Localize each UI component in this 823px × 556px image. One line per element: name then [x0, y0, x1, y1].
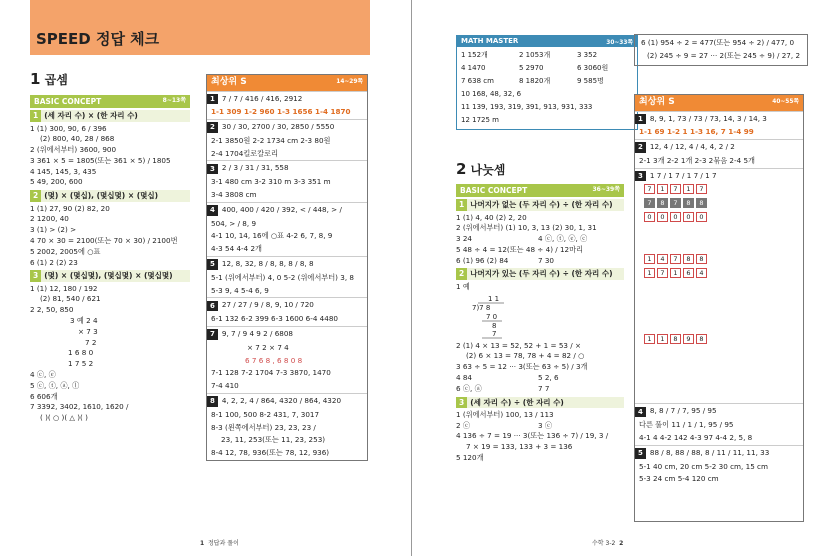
answer-line: 4 136 ÷ 7 = 19 ··· 3(또는 136 ÷ 7) / 19, 3 / [456, 431, 609, 441]
speed-block: 4 8, 8 / 7 / 7, 95 / 95 [635, 403, 803, 419]
division-box-row: 1 1 8 9 8 [643, 333, 708, 345]
concept-sub2: 2 나머지가 있는 (두 자리 수) ÷ (한 자리 수) [456, 268, 624, 279]
answer-line: 3 63 ÷ 5 = 12 ··· 3(또는 63 ÷ 5) / 3개 [456, 362, 588, 372]
answer-line: ( )( ○ )( △ )( ) [40, 413, 88, 423]
speed-line: × 7 2 × 7 4 [247, 342, 289, 352]
basic-concept-left [30, 95, 190, 424]
speed-header: 최상위 S 40~55쪽 [635, 95, 803, 111]
answer-line: 4 145, 145, 3, 435 [30, 166, 97, 176]
right-page [412, 0, 823, 556]
answer-line: 7 × 19 = 133, 133 + 3 = 136 [466, 442, 573, 452]
answer-line: 4 ⓒ, ⓔ [30, 369, 56, 379]
speed-carry-box [634, 34, 808, 66]
answer-line: 2 (위에서부터) (1) 10, 3, 13 (2) 30, 1, 31 [456, 223, 597, 233]
basic-concept-right: BASIC CONCEPT 36~39쪽 1 나머지가 없는 (두 자리 수) ÷ (한 자리 수) 1 (1) 4, 40 (2) 2, 20 2 (위에서부터) (1) 10, 3, 13 (2) 30, 1, 31 3 24 4 ⓒ, ⓣ, ⓔ, ⓒ 5 48 ÷ 4 = 12(또는 48 ÷ 4) / 12마리 6 (1) 96 (2) 84 7 30 2 나머지가 있는 (두 자리 수) ÷ (한 자리 수) 1 예 1 1 7)7 8 7 0 8 7 2 (1) 4 × 13 = 52, 52 + 1 = 53 / × (2) 6 × 13 = 78, 78 + 4 = 82 / ○ 3 63 ÷ 5 = 12 ··· 3(또는 63 ÷ 5) / 3개 4 84 5 2, 6 6 ⓒ, ⓐ 7 7 3 (세 자리 수) ÷ (한 자리 수) 1 (위에서부터) 100, 13 / 113 2 ⓒ 3 ⓒ 4 136 ÷ 7 = 19 ··· 3(또는 136 ÷ 7) / 19, 3 / 7 × 19 = 133, 133 + 3 = 136 5 120개 [456, 184, 624, 464]
speed-header: 최상위 S 14~29쪽 [207, 75, 367, 91]
math-master-box: MATH MASTER 30~33쪽 1 152개 2 1053개 3 352 4 1470 5 2970 6 3060원 7 638 cm 8 1820개 9 585명 10 168, 48, 32, 6 11 139, 193, 319, 391, 913, 931, 333 12 1725 m [456, 35, 638, 130]
answer-line: 5 49, 200, 600 [30, 177, 83, 187]
svg-text:8: 8 [492, 321, 497, 330]
division-box-row: 7 8 7 8 8 [643, 197, 708, 209]
speed-line: 2-1 3850원 2-2 1734 cm 2-3 80원 [211, 135, 331, 145]
speed-block: 4 400, 400 / 420 / 392, < / 448, > / [207, 202, 367, 218]
speed-box-left [206, 74, 368, 461]
speed-logo-icon: 최상위 S [639, 97, 675, 107]
svg-text:7 0: 7 0 [486, 312, 498, 321]
speed-line: 504, > / 8, 9 [211, 218, 257, 228]
speed-line: 4-3 54 4-4 2개 [211, 244, 262, 254]
answer-line: 5 2002, 2005에 ○표 [30, 246, 101, 256]
speed-logo-icon: 최상위 S [211, 77, 247, 87]
answer-line: 2 1200, 40 [30, 214, 69, 224]
answer-line: 5 ⓒ, ⓣ, ⓐ, ⓛ [30, 380, 80, 390]
speed-line: 5-3 9, 4 5-4 6, 9 [211, 285, 269, 295]
division-sketch [456, 293, 624, 341]
speed-block: 6 27 / 27 / 9 / 8, 9, 10 / 720 [207, 297, 367, 313]
speed-line: 5-1 (위에서부터) 4, 0 5-2 (위에서부터) 3, 8 [211, 272, 354, 282]
speed-line: 7-4 410 [211, 381, 239, 391]
math-master-header: MATH MASTER 30~33쪽 [457, 36, 637, 47]
division-box-row: 1 4 7 8 8 [643, 253, 708, 265]
answer-line: 1 예 [456, 281, 470, 291]
speed-line: 6 7 6 8 , 6 8 0 8 [245, 355, 303, 365]
footer-left: 1 정답과 풀이 [200, 540, 239, 547]
speed-line: 8-3 (왼쪽에서부터) 23, 23, 23 / [211, 422, 316, 432]
speed-line: 8-4 12, 78, 936(또는 78, 12, 936) [211, 448, 330, 458]
answer-line: 1 (1) 4, 40 (2) 2, 20 [456, 212, 527, 222]
svg-text:7: 7 [492, 329, 497, 338]
answer-line: 4 70 × 30 = 2100(또는 70 × 30) / 2100번 [30, 235, 178, 245]
answer-line: 2 (위에서부터) 3600, 900 [30, 145, 117, 155]
concept-sub1: 1 나머지가 없는 (두 자리 수) ÷ (한 자리 수) [456, 199, 624, 210]
answer-line: 1 (1) 300, 90, 6 / 396 [30, 123, 107, 133]
answer-line: 1 (위에서부터) 100, 13 / 113 [456, 409, 554, 419]
speed-block: 3 1 7 / 1 7 / 1 7 / 1 7 [635, 168, 803, 184]
answer-line: (2) 6 × 13 = 78, 78 + 4 = 82 / ○ [466, 351, 585, 361]
division-box-row: 7 1 7 1 7 [643, 183, 708, 195]
svg-text:1 1: 1 1 [488, 294, 500, 303]
answer-line: 7 2 [85, 337, 97, 347]
left-page [0, 0, 411, 556]
speed-line: 4-1 4 4-2 142 4-3 97 4-4 2, 5, 8 [639, 433, 753, 443]
concept-sub3: 3 (세 자리 수) ÷ (한 자리 수) [456, 397, 624, 408]
answer-line: 7 3392, 3402, 1610, 1620 / [30, 402, 129, 412]
concept-header: BASIC CONCEPT 8~13쪽 [30, 95, 190, 108]
answer-line: 5 120개 [456, 452, 484, 462]
answer-line: 1 6 8 0 [68, 348, 94, 358]
answer-line: 2 (1) 4 × 13 = 52, 52 + 1 = 53 / × [456, 340, 582, 350]
answer-line: 1 (1) 12, 180 / 192 [30, 283, 98, 293]
footer-right: 수학 3-2 2 [592, 540, 624, 547]
answer-line: 3 예 2 4 [70, 315, 98, 325]
speed-line: 23, 11, 253(또는 11, 23, 253) [221, 435, 326, 445]
speed-block: 7 9, 7 / 9 4 9 2 / 6808 [207, 326, 367, 342]
answer-line: 3 361 × 5 = 1805(또는 361 × 5) / 1805 [30, 155, 171, 165]
answer-line: 1 (1) 27, 90 (2) 82, 20 [30, 203, 110, 213]
answer-line: 6 (1) 2 (2) 23 [30, 257, 78, 267]
speed-block: 1 7 / 7 / 416 / 416, 2912 [207, 91, 367, 107]
concept-sub2: 2 (몇) × (몇십), (몇십몇) × (몇십) [30, 190, 190, 201]
speed-line: 6-1 132 6-2 399 6-3 1600 6-4 4480 [211, 314, 338, 324]
speed-line: 3-1 480 cm 3-2 310 m 3-3 351 m [211, 177, 331, 187]
answer-line: (2) 800, 40, 28 / 868 [40, 134, 115, 144]
answer-line: × 7 3 [78, 326, 98, 336]
concept-sub1: 1 (세 자리 수) × (한 자리 수) [30, 110, 190, 121]
speed-line: 6 (1) 954 ÷ 2 = 477(또는 954 ÷ 2) / 477, 0 [641, 38, 795, 47]
speed-line: 5-3 24 cm 5-4 120 cm [639, 474, 719, 484]
speed-block: 5 88 / 8, 88 / 88, 8 / 11 / 11, 11, 33 [635, 445, 803, 461]
speed-block: 5 12, 8, 32, 8 / 8, 8, 8 / 8, 8 [207, 256, 367, 272]
svg-text:7)7 8: 7)7 8 [472, 303, 491, 312]
division-grid-area [635, 183, 803, 403]
answer-line: 1 7 5 2 [68, 359, 94, 369]
answer-line: 6 606개 [30, 391, 58, 401]
speed-line: 다른 풀이 11 / 1 / 1, 95 / 95 [639, 420, 734, 430]
division-box-row: 0 0 0 0 0 [643, 211, 708, 223]
title-bar [30, 0, 370, 55]
speed-block: 1 8, 9, 1, 73 / 73 / 73, 14, 3 / 14, 3 [635, 111, 803, 127]
concept-sub3: 3 (몇) × (몇십몇), (몇십몇) × (몇십몇) [30, 270, 190, 281]
speed-line: 4-1 10, 14, 16에 ○표 4-2 6, 7, 8, 9 [211, 231, 333, 241]
speed-block: 2 12, 4 / 12, 4 / 4, 4, 2 / 2 [635, 139, 803, 155]
speed-block: 3 2 / 3 / 31 / 31, 558 [207, 160, 367, 176]
speed-line: 1-1 309 1-2 960 1-3 1656 1-4 1870 [211, 107, 351, 117]
page-title: SPEED 정답 체크 [36, 30, 160, 48]
speed-line: (2) 245 ÷ 9 = 27 ··· 2(또는 245 ÷ 9) / 27, 2 [647, 50, 801, 60]
answer-line: (2) 81, 540 / 621 [40, 294, 101, 304]
speed-line: 2-1 3개 2-2 1개 2-3 2묶음 2-4 5개 [639, 155, 755, 165]
answer-line: 2 2, 50, 850 [30, 305, 74, 315]
speed-line: 1-1 69 1-2 1 1-3 16, 7 1-4 99 [639, 127, 754, 137]
speed-box-right [634, 94, 804, 522]
speed-line: 5-1 40 cm, 20 cm 5-2 30 cm, 15 cm [639, 461, 769, 471]
speed-line: 8-1 100, 500 8-2 431, 7, 3017 [211, 409, 320, 419]
speed-block: 8 4, 2, 2, 4 / 864, 4320 / 864, 4320 [207, 393, 367, 409]
section-title: 1 곱셈 [30, 70, 68, 88]
division-box-row: 1 7 1 6 4 [643, 267, 708, 279]
speed-line: 3-4 3808 cm [211, 190, 257, 200]
answer-line: 3 (1) > (2) > [30, 225, 77, 235]
concept-header: BASIC CONCEPT 36~39쪽 [456, 184, 624, 197]
speed-line: 7-1 128 7-2 1704 7-3 3870, 1470 [211, 368, 331, 378]
answer-line: 5 48 ÷ 4 = 12(또는 48 ÷ 4) / 12마리 [456, 244, 584, 254]
speed-line: 2-4 1704킬로칼로리 [211, 148, 279, 158]
speed-block: 2 30 / 30, 2700 / 30, 2850 / 5550 [207, 119, 367, 135]
section-title-right: 2 나눗셈 [456, 160, 506, 178]
